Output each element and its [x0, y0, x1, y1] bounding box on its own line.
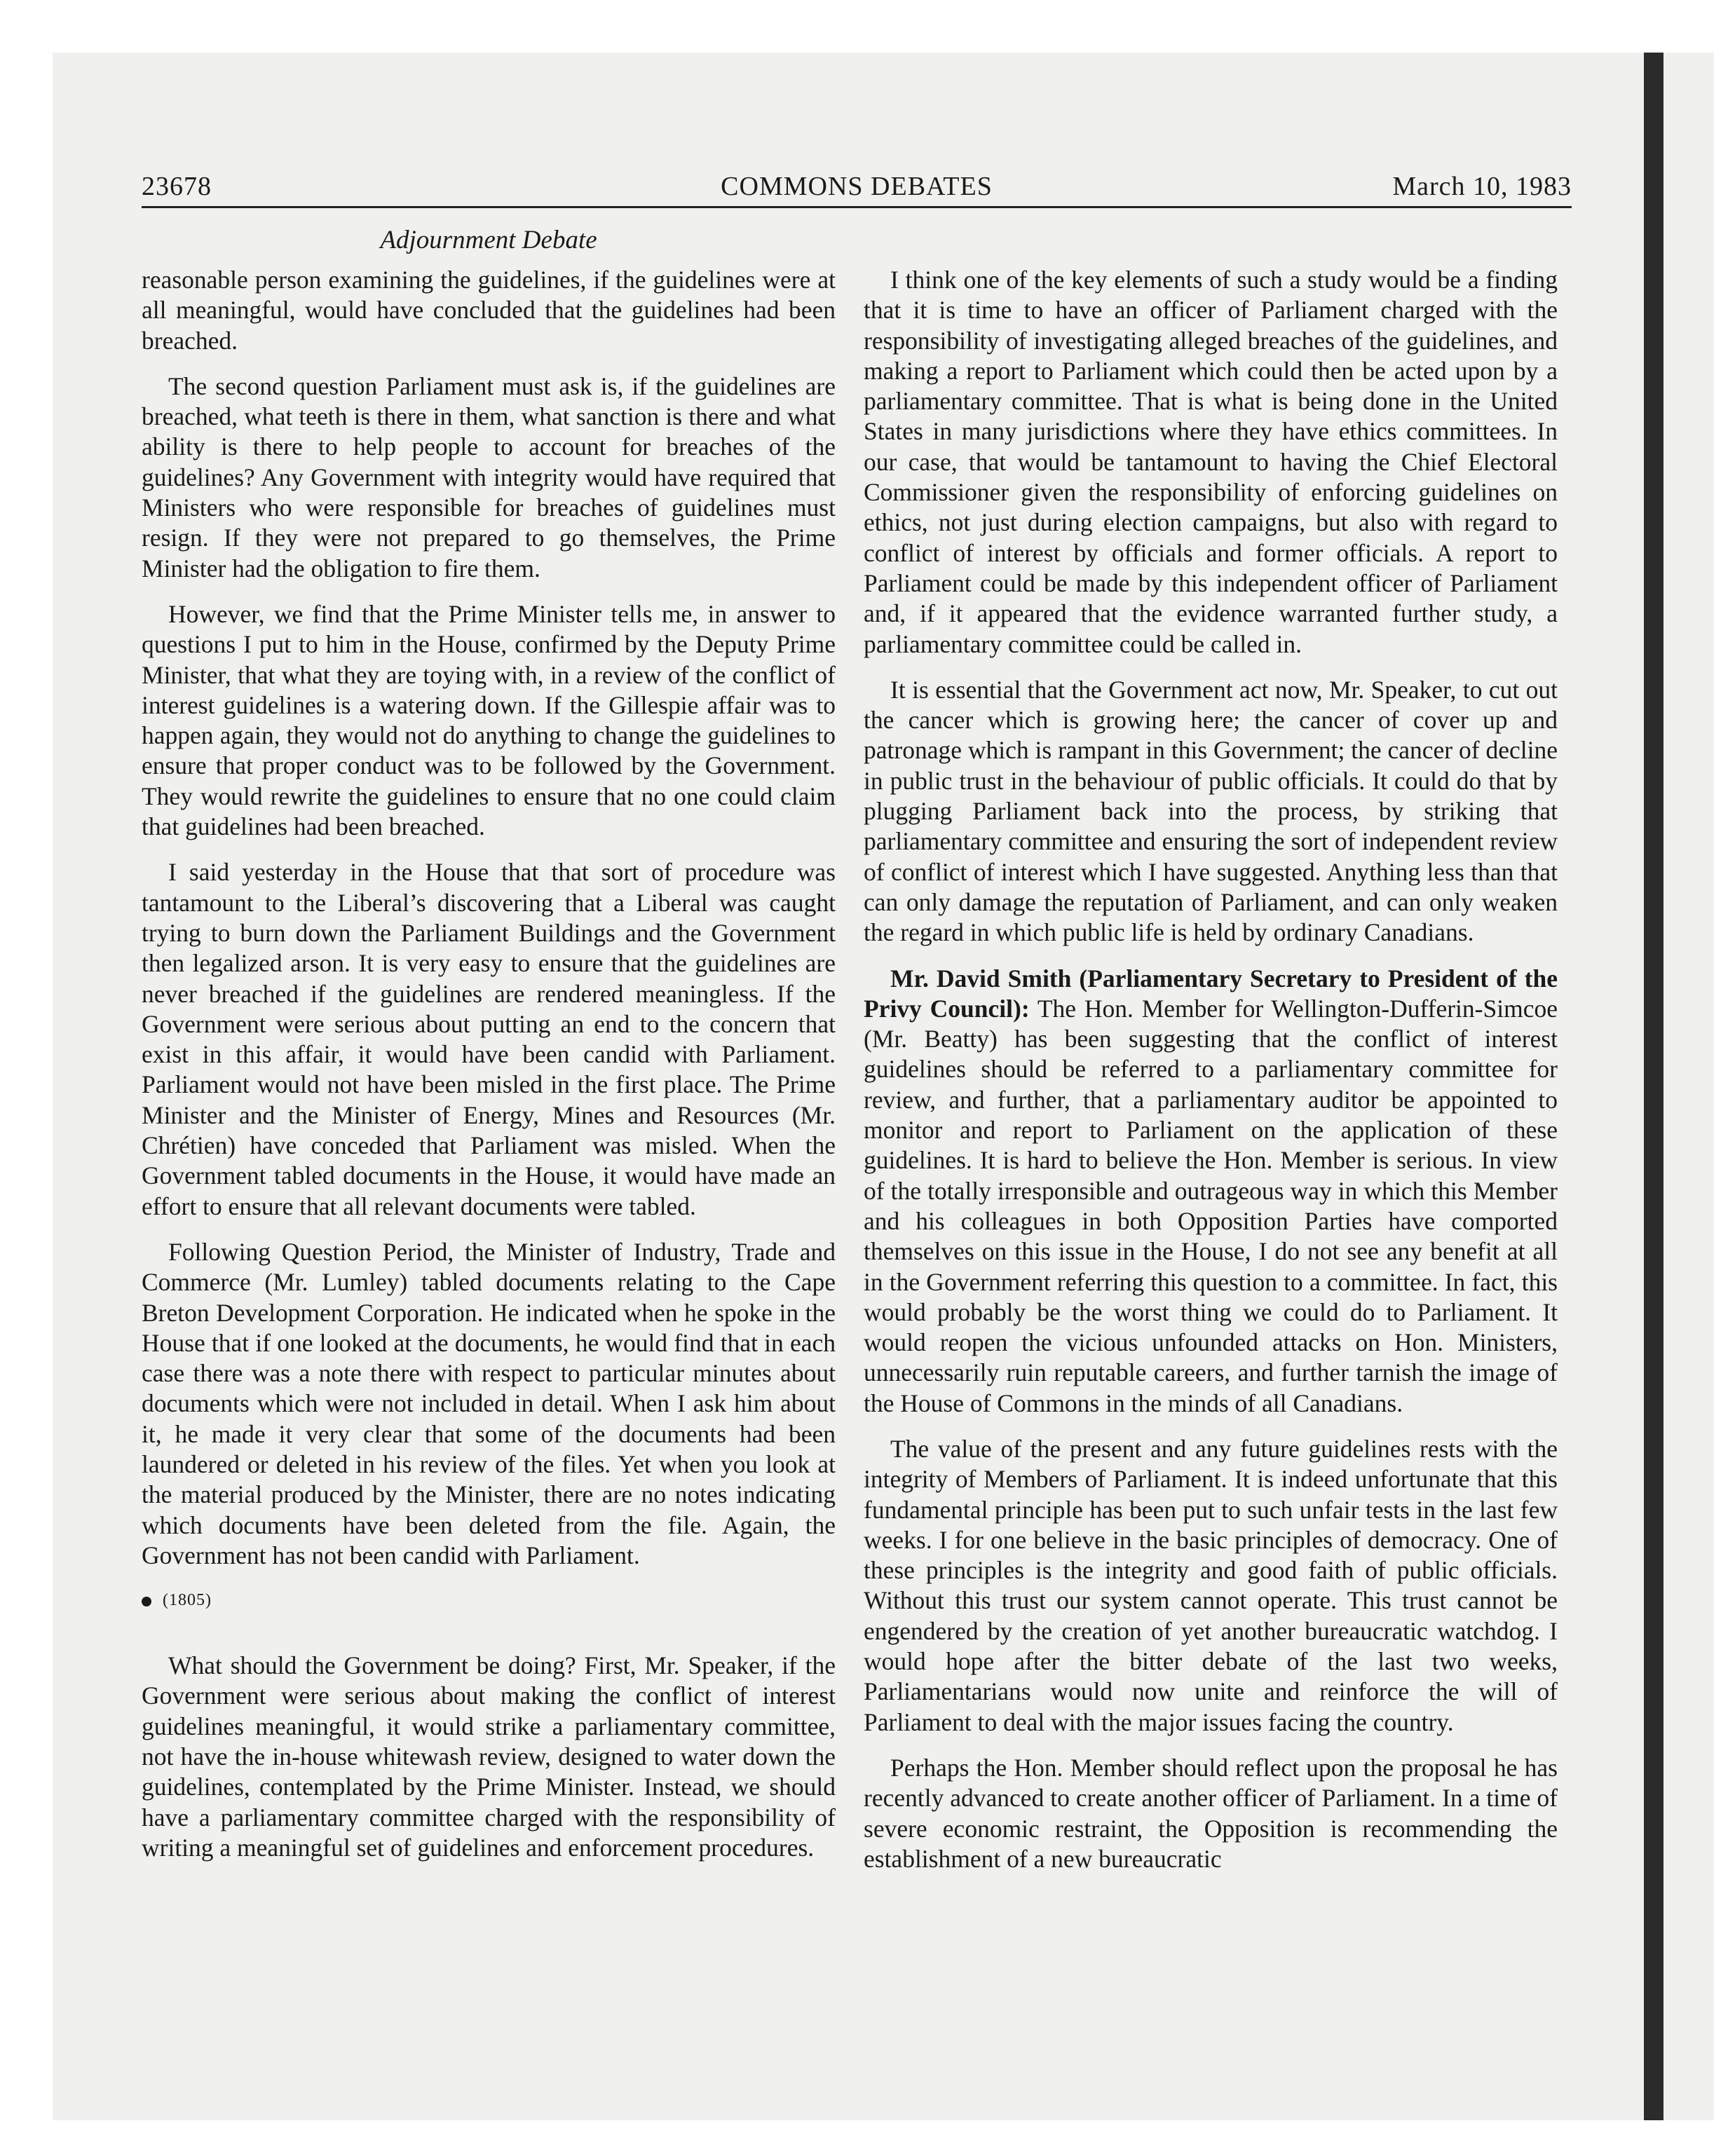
paragraph — [864, 964, 1558, 1419]
paragraph: reasonable person examining the guidelines, if the guidelines were at all meaningful, would have concluded that the guidelines had been breached. — [142, 266, 836, 355]
issue-date: March 10, 1983 — [1392, 172, 1572, 201]
left-column — [142, 265, 836, 2045]
paragraph: However, we find that the Prime Minister tells me, in answer to questions I put to him in the House, confirmed by the Deputy Prime Minister, that what they are toying with, in a review of the conflict of interest guidelines is a watering down. If the Gillespie affair was to happen again, they would not do anything to change the guidelines to ensure that proper conduct was to be followed by the Government. They would rewrite the guidelines to ensure that no one could claim that guidelines had been breached. — [142, 599, 836, 841]
page-header — [142, 168, 1572, 210]
paragraph: I said yesterday in the House that that sort of procedure was tantamount to the Liberal’s discovering that a Liberal was caught trying to burn down the Parliament Buildings and the Government then legalized arson. It is very easy to ensure that the guidelines are never breached if the guidelines are rendered meaningless. If the Government were serious about putting an end to the concern that exist in this affair, it would have been candid with Parliament. Parliament would not have been misled in the first place. The Prime Minister and the Minister of Energy, Mines and Resources (Mr. Chrétien) have conceded that Parliament was misled. When the Government tabled documents in the House, it would have made an effort to ensure that all relevant documents were tabled. — [142, 858, 836, 1220]
paragraph: The value of the present and any future guidelines rests with the integrity of Members of Parliament. It is indeed unfortunate that this fundamental principle has been put to such unfair tests in the last few weeks. I for one believe in the basic principles of democracy. One of these principles is the integrity and good faith of public officials. Without this trust our system cannot operate. This trust cannot be engendered by the creation of yet another bureaucratic watchdog. I would hope after the bitter debate of the last two weeks, Parliamentarians would now unite and reinforce the will of Parliament to deal with the major issues facing the country. — [864, 1434, 1558, 1736]
paragraph: Perhaps the Hon. Member should reflect upon the proposal he has recently advanced to create another officer of Parliament. In a time of severe economic restraint, the Opposition is recommending the establishment of a new bureaucratic — [864, 1753, 1558, 1873]
bullet-icon — [142, 1597, 151, 1606]
right-column — [864, 265, 1558, 2045]
header-rule — [142, 206, 1572, 208]
paragraph: I think one of the key elements of such a study would be a finding that it is time to have an officer of Parliament charged with the responsibility of investigating alleged breaches of the guidelines, and making a report to Parliament which could then be acted upon by a parliamentary committee. That is what is being done in the United States in many jurisdictions where they have ethics committees. In our case, that would be tantamount to having the Chief Electoral Commissioner given the responsibility of enforcing guidelines on ethics, not just during election campaigns, but also with regard to conflict of interest by officials and former officials. A report to Parliament could be made by this independent officer of Parliament and, if it appeared that the evidence warranted further study, a parliamentary committee could be called in. — [864, 266, 1558, 658]
speech-text: The Hon. Member for Wellington-Dufferin-Simcoe (Mr. Beatty) has been suggesting that the conflict of interest guidelines should be referred to a parliamentary committee for review, and further, that a parliamentary auditor be appointed to monitor and report to Parliament on the application of these guidelines. It is hard to believe the Hon. Member is serious. In view of the totally irresponsible and outrageous way in which this Member and his colleagues in both Opposition Parties have comported themselves on this issue in the House, I do not see any benefit at all in the Government referring this question to a committee. In fact, this would probably be the worst thing we could do to Parliament. It would reopen the vicious unfounded attacks on Hon. Ministers, unnecessarily ruin reputable careers, and further tarnish the image of the House of Commons in the minds of all Canadians. — [864, 994, 1558, 1417]
scan-edge-bar — [1644, 53, 1663, 2120]
section-title: Adjournment Debate — [380, 226, 597, 254]
time-marker — [142, 1586, 836, 1614]
speaker-name: Mr. David Smith (Parliamentary Secretary to President of the Privy Council): — [864, 964, 1558, 1023]
paragraph: It is essential that the Government act now, Mr. Speaker, to cut out the cancer which is growing here; the cancer of cover up and patronage which is rampant in this Government; the cancer of decline in public trust in the behaviour of public officials. It could do that by plugging Parliament back into the process, by striking that parliamentary committee and ensuring the sort of independent review of conflict of interest which I have suggested. Anything less than that can only damage the reputation of Parliament, and can only weaken the regard in which public life is held by ordinary Canadians. — [864, 675, 1558, 947]
paragraph: The second question Parliament must ask is, if the guidelines are breached, what teeth is there in them, what sanction is there and what ability is there to help people to account for breaches of the guidelines? Any Government with integrity would have required that Ministers who were responsible for breaches of guidelines must resign. If they were not prepared to go themselves, the Prime Minister had the obligation to fire them. — [142, 371, 836, 582]
page-number: 23678 — [142, 172, 212, 201]
paragraph: What should the Government be doing? First, Mr. Speaker, if the Government were serious about making the conflict of interest guidelines meaningful, it would strike a parliamentary committee, not have the in-house whitewash review, designed to water down the guidelines, contemplated by the Prime Minister. Instead, we should have a parliamentary committee charged with the responsibility of writing a meaningful set of guidelines and enforcement procedures. — [142, 1651, 836, 1862]
paragraph: Following Question Period, the Minister of Industry, Trade and Commerce (Mr. Lumley) tabled documents relating to the Cape Breton Development Corporation. He indicated when he spoke in the House that if one looked at the documents, he would find that in each case there was a note there with respect to particular minutes about documents which were not included in detail. When I ask him about it, he made it very clear that some of the documents had been laundered or deleted in his review of the files. Yet when you look at the material produced by the Minister, there are no notes indicating which documents have been deleted from the file. Again, the Government has not been candid with Parliament. — [142, 1237, 836, 1569]
journal-title: COMMONS DEBATES — [721, 172, 993, 201]
time-marker-text: (1805) — [163, 1591, 212, 1610]
